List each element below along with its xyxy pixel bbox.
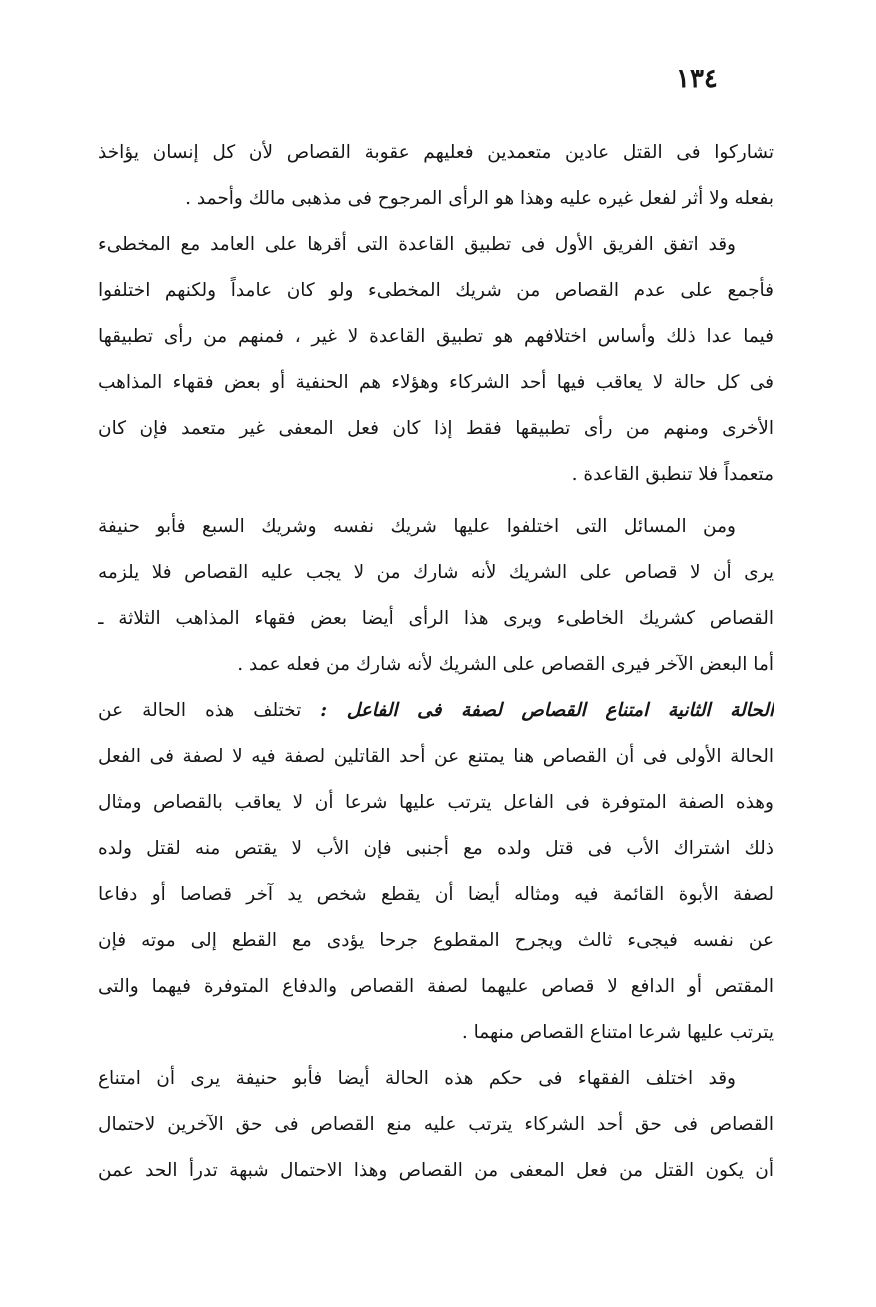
text-line: أن يكون القتل من فعل المعفى من القصاص وهذا الاحتمال شبهة تدرأ الحد عمن (98, 1160, 774, 1181)
text-line: وقد اتفق الفريق الأول فى تطبيق القاعدة التى أقرها على العامد مع المخطىء (98, 234, 736, 255)
page-number: ١٣٤ (676, 64, 718, 94)
text-line: عن نفسه فيجىء ثالث ويجرح المقطوع جرحا يؤدى مع القطع إلى موته فإن (98, 930, 774, 951)
text-line: وهذه الصفة المتوفرة فى الفاعل يترتب عليها شرعا أن لا يعاقب بالقصاص ومثال (98, 792, 774, 813)
text-line: فى كل حالة لا يعاقب فيها أحد الشركاء وهؤلاء هم الحنفية أو بعض فقهاء المذاهب (98, 372, 774, 393)
text-line: الأخرى ومنهم من رأى تطبيقها فقط إذا كان فعل المعفى غير متعمد فإن كان (98, 418, 774, 439)
text-line: فيما عدا ذلك وأساس اختلافهم هو تطبيق القاعدة لا غير ، فمنهم من رأى تطبيقها (98, 326, 774, 347)
section-heading: الحالة الثانية امتناع القصاص لصفة فى الفاعل : (320, 700, 774, 721)
body-text (98, 130, 774, 1194)
text-line: ومن المسائل التى اختلفوا عليها شريك نفسه وشريك السبع فأبو حنيفة (98, 516, 736, 537)
section-heading-line (98, 688, 774, 734)
text-line: القصاص فى حق أحد الشركاء يترتب عليه منع القصاص فى حق الآخرين لاحتمال (98, 1114, 774, 1135)
text-line: متعمداً فلا تنطبق القاعدة . (571, 464, 774, 485)
text-line: ذلك اشتراك الأب فى قتل ولده مع أجنبى فإن الأب لا يقتص منه لقتل ولده (98, 838, 774, 859)
text-line: المقتص أو الدافع لا قصاص عليهما لصفة القصاص والدفاع المتوفرة فيهما والتى (98, 976, 774, 997)
text-line: القصاص كشريك الخاطىء ويرى هذا الرأى أيضا بعض فقهاء المذاهب الثلاثة ـ (98, 608, 774, 629)
text-line: تشاركوا فى القتل عادين متعمدين فعليهم عقوبة القصاص لأن كل إنسان يؤاخذ (98, 142, 774, 163)
text-line: الحالة الأولى فى أن القصاص هنا يمتنع عن أحد القاتلين لصفة فيه لا لصفة فى الفعل (98, 746, 774, 767)
text-line: أما البعض الآخر فيرى القصاص على الشريك لأنه شارك من فعله عمد . (237, 654, 774, 675)
text-line: بفعله ولا أثر لفعل غيره عليه وهذا هو الرأى المرجوح فى مذهبى مالك وأحمد . (185, 188, 774, 209)
text-line: وقد اختلف الفقهاء فى حكم هذه الحالة أيضا فأبو حنيفة يرى أن امتناع (98, 1068, 736, 1089)
text-line: فأجمع على عدم القصاص من شريك المخطىء ولو كان عامداً ولكنهم اختلفوا (98, 280, 774, 301)
text-line: يرى أن لا قصاص على الشريك لأنه شارك من لا يجب عليه القصاص فلا يلزمه (98, 562, 774, 583)
heading-continuation: تختلف هذه الحالة عن (98, 700, 321, 721)
text-line: لصفة الأبوة القائمة فيه ومثاله أيضا أن يقطع شخص يد آخر قصاصا أو دفاعا (98, 884, 774, 905)
text-line: يترتب عليها شرعا امتناع القصاص منهما . (461, 1022, 774, 1043)
